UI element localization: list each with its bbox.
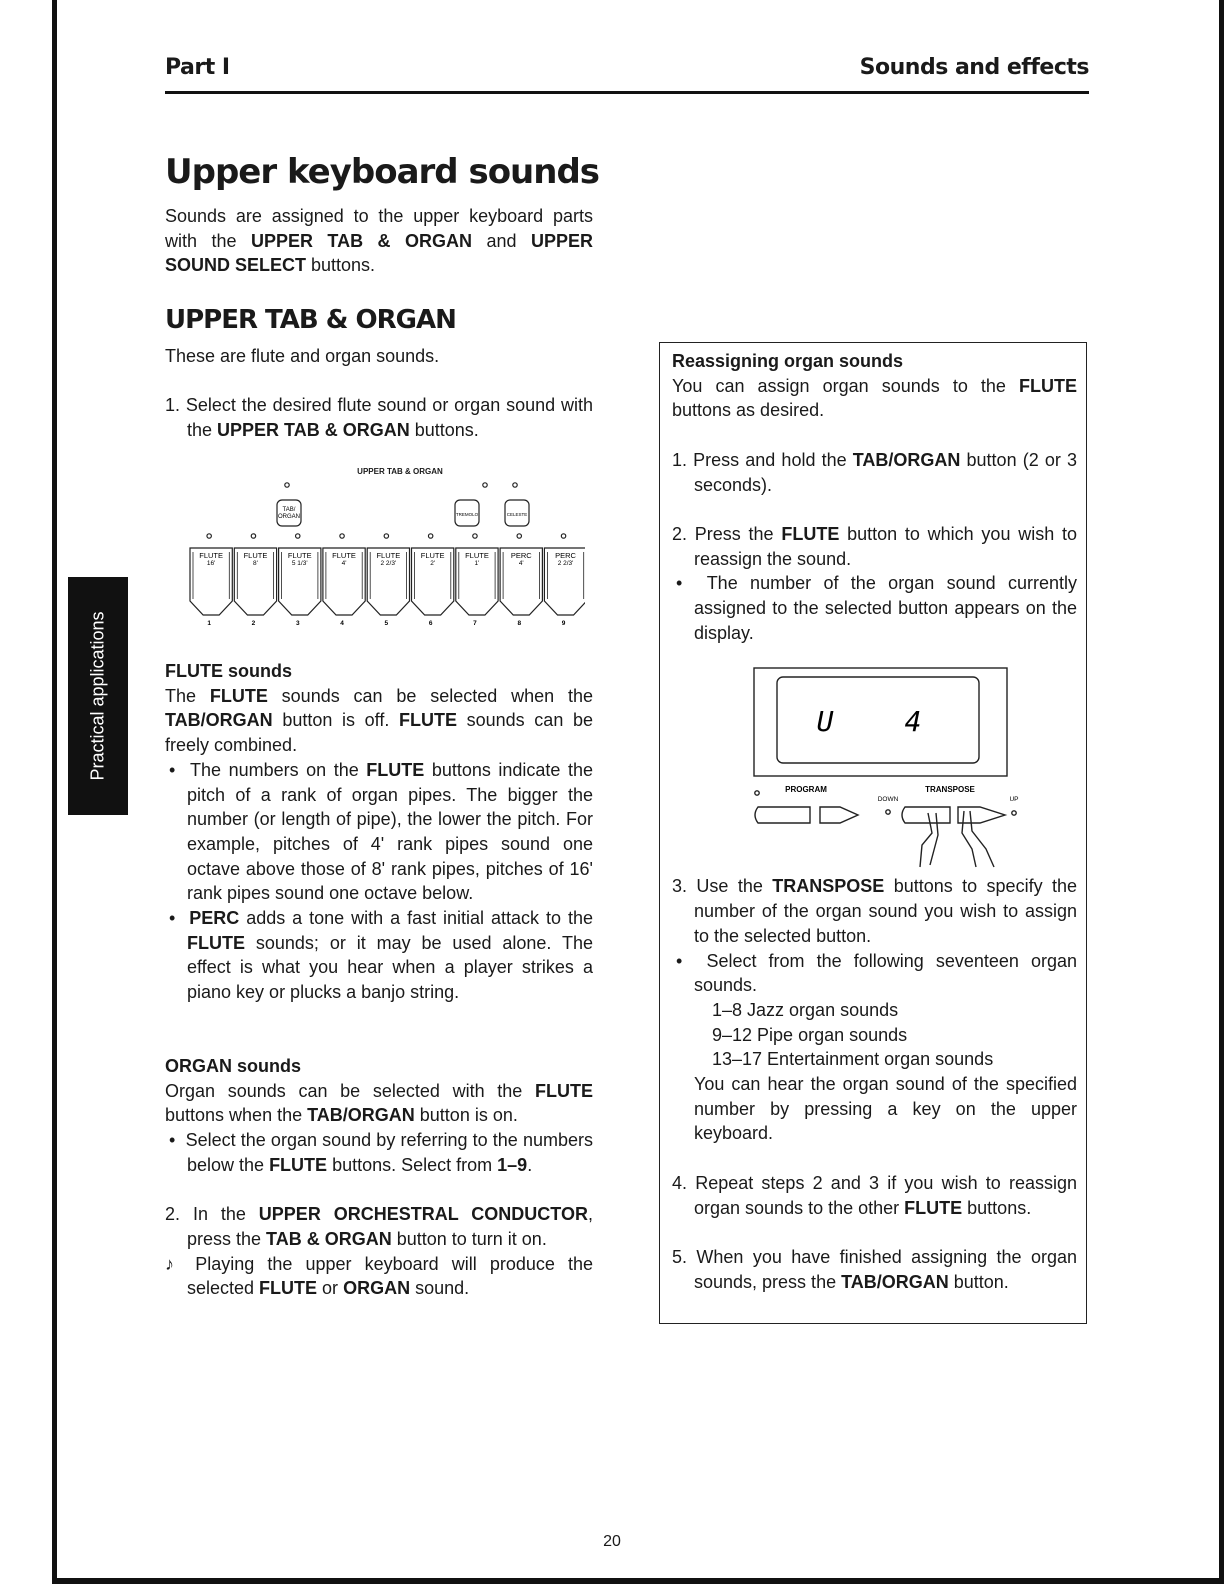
button-number-1: 1 xyxy=(207,620,211,627)
transpose-label: TRANSPOSE xyxy=(925,785,975,794)
button-name-1: FLUTE xyxy=(199,551,224,560)
box-step-3: 3. Use the TRANSPOSE buttons to specify the number of the organ sound you wish to assign to the selected button. xyxy=(672,876,1077,946)
button-pitch-7: 1' xyxy=(474,560,480,567)
flute-bullet-1: • The numbers on the FLUTE buttons indicate the pitch of a rank of organ pipes. The bigger the number (or length of pipe), the lower the pitch. For example, pitches of 4' rank pipes sound one octave above those of 8' rank pipes, pitches of 16' rank pipes sound one octave below. xyxy=(169,759,593,904)
lamp-tremolo xyxy=(483,483,487,487)
range-entertainment: 13–17 Entertainment organ sounds xyxy=(712,1049,994,1070)
finger-left-icon xyxy=(920,813,938,867)
button-pitch-6: 2' xyxy=(430,560,436,567)
box-step-2: 2. Press the FLUTE button to which you wish to reassign the sound. xyxy=(672,523,1077,569)
button-pitch-9: 2 2/3' xyxy=(557,560,574,567)
flute-section: FLUTE sounds The FLUTE sounds can be selected when the TAB/ORGAN button is off. FLUTE sounds can be freely combined. • The numbers on the FLUTE buttons indicate the pitch of a rank of organ pipes. The bigger the number (or length of pipe), the lower the pitch. For example, pitches of 4' rank pipes sound one octave above those of 8' rank pipes, pitches of 16' rank pipes sound one octave below. • PERC adds a tone with a fast initial attack to the FLUTE sounds; or it may be used alone. The effect is what you hear when a player strikes a piano key or plucks a banjo string. xyxy=(165,659,593,1005)
subtitle-intro: These are flute and organ sounds. 1. Select the desired flute sound or organ sound with the UPPER TAB & ORGAN buttons. xyxy=(165,344,593,443)
page-border-bottom xyxy=(52,1578,1224,1584)
keyboard-diagram-label: UPPER TAB & ORGAN xyxy=(357,467,443,476)
button-number-6: 6 xyxy=(428,620,433,627)
button-name-2: FLUTE xyxy=(243,551,268,560)
button-pitch-5: 2 2/3' xyxy=(380,560,397,567)
range-jazz: 1–8 Jazz organ sounds xyxy=(712,999,899,1020)
box-step-5: 5. When you have finished assigning the organ sounds, press the TAB/ORGAN button. xyxy=(672,1246,1077,1292)
lamp-8 xyxy=(517,534,521,538)
header-rule xyxy=(165,91,1089,94)
button-name-3: FLUTE xyxy=(287,551,312,560)
transpose-up-button[interactable] xyxy=(958,807,1005,823)
button-number-7: 7 xyxy=(473,620,477,627)
button-pitch-1: 16' xyxy=(206,560,216,567)
program-up-button[interactable] xyxy=(820,807,858,823)
lamp-3 xyxy=(296,534,300,538)
tab-organ-label: TAB/ ORGAN xyxy=(277,507,301,520)
page-title: Upper keyboard sounds xyxy=(165,152,600,192)
lamp-2 xyxy=(251,534,255,538)
display-diagram xyxy=(750,665,1040,875)
page-border-left xyxy=(52,0,57,1584)
step-2-note: ♪ Playing the upper keyboard will produce the selected FLUTE or ORGAN sound. xyxy=(165,1253,594,1299)
tremolo-label: TREMOLO xyxy=(455,512,479,517)
celeste-label: CELESTE xyxy=(506,512,528,517)
button-number-2: 2 xyxy=(251,620,256,627)
header-section: Sounds and effects xyxy=(859,55,1089,80)
lamp-5 xyxy=(384,534,388,538)
button-name-6: FLUTE xyxy=(420,551,445,560)
button-name-5: FLUTE xyxy=(376,551,401,560)
up-label: UP xyxy=(1009,796,1019,803)
button-name-7: FLUTE xyxy=(465,551,489,560)
keyboard-diagram xyxy=(185,478,585,628)
lamp-1 xyxy=(207,534,211,538)
button-number-9: 9 xyxy=(561,620,566,627)
button-name-4: FLUTE xyxy=(332,551,356,560)
step-1: 1. Select the desired flute sound or organ sound with the UPPER TAB & ORGAN buttons. xyxy=(165,395,593,441)
lamp-4 xyxy=(340,534,344,538)
lamp-9 xyxy=(561,534,565,538)
transpose-down-button[interactable] xyxy=(902,807,950,823)
display-right-digit: 4 xyxy=(904,705,922,738)
display-frame xyxy=(754,668,1007,776)
page-border-right xyxy=(1219,0,1224,1584)
range-pipe: 9–12 Pipe organ sounds xyxy=(712,1024,908,1045)
box-heading: Reassigning organ sounds xyxy=(672,351,904,371)
program-down-button[interactable] xyxy=(755,807,810,823)
display-left-digit: U xyxy=(816,705,834,738)
program-label: PROGRAM xyxy=(785,785,827,794)
reassign-box-content: Reassigning organ sounds You can assign organ sounds to the FLUTE buttons as desired. 1. Press and hold the TAB/ORGAN button (2 or 3 seconds). 2. Press the FLUTE button to which you wish to reassign the sound. • The number of the organ sound currently assigned to the selected button appears on the display. 3. Use the TRANSPOSE buttons to specify the number of the organ sound you wish to assign to the selected button. • Select from the following seventeen organ sounds. 1–8 Jazz organ sounds 9–12 Pipe organ sounds 13–17 Entertainment organ sounds You can hear the organ sound of the specified number by pressing a key on the upper keyboard. 4. Repeat steps 2 and 3 if you wish to reassign organ sounds to the other FLUTE buttons. 5. When you have finished assigning the organ sounds, press the TAB/ORGAN button. xyxy=(672,349,1077,1294)
button-number-5: 5 xyxy=(384,620,389,627)
button-number-8: 8 xyxy=(517,620,522,627)
up-lamp xyxy=(1012,811,1016,815)
lamp-7 xyxy=(473,534,477,538)
box-step-2-bullet: • The number of the organ sound currently assigned to the selected button appears on the display. xyxy=(676,573,1077,643)
organ-section: ORGAN sounds Organ sounds can be selected with the FLUTE buttons when the TAB/ORGAN button is on. • Select the organ sound by referring to the numbers below the FLUTE buttons. Select from 1–9. 2. In the UPPER ORCHESTRAL CONDUCTOR, press the TAB & ORGAN button to turn it on. ♪ Playing the upper keyboard will produce the selected FLUTE or ORGAN sound. xyxy=(165,1054,593,1301)
page-number: 20 xyxy=(603,1533,621,1550)
organ-heading: ORGAN sounds xyxy=(165,1056,302,1076)
down-lamp xyxy=(886,810,890,814)
down-label: DOWN xyxy=(877,796,899,803)
step-2: 2. In the UPPER ORCHESTRAL CONDUCTOR, press the TAB & ORGAN button to turn it on. xyxy=(165,1204,593,1249)
button-number-3: 3 xyxy=(295,620,300,627)
button-pitch-4: 4' xyxy=(341,560,347,567)
program-lamp xyxy=(755,791,759,795)
box-step-3-note: You can hear the organ sound of the specified number by pressing a key on the upper keyboard. xyxy=(694,1074,1077,1144)
box-step-4: 4. Repeat steps 2 and 3 if you wish to reassign organ sounds to the other FLUTE buttons. xyxy=(672,1172,1077,1218)
intro-paragraph: Sounds are assigned to the upper keyboard parts with the UPPER TAB & ORGAN and UPPER SOUND SELECT buttons. xyxy=(165,206,593,276)
organ-bullet-1: • Select the organ sound by referring to the numbers below the FLUTE buttons. Select from 1–9. xyxy=(169,1130,593,1175)
side-tab xyxy=(68,577,128,815)
button-number-4: 4 xyxy=(340,620,344,627)
section-subtitle: UPPER TAB & ORGAN xyxy=(165,305,456,335)
tab-organ-button[interactable] xyxy=(277,500,301,526)
lamp-6 xyxy=(428,534,432,538)
display-screen xyxy=(777,677,979,763)
button-pitch-8: 4' xyxy=(518,560,524,567)
lamp-celeste xyxy=(513,483,517,487)
flute-bullet-2: • PERC adds a tone with a fast initial attack to the FLUTE sounds; or it may be used alone. The effect is what you hear when a player strikes a piano key or plucks a banjo string. xyxy=(169,908,593,1003)
button-name-8: PERC xyxy=(510,551,532,560)
box-step-3-bullet: • Select from the following seventeen organ sounds. xyxy=(676,950,1077,996)
note-icon: ♪ xyxy=(165,1253,183,1274)
button-pitch-3: 5 1/3' xyxy=(291,560,308,567)
flute-heading: FLUTE sounds xyxy=(165,661,292,681)
side-tab-label: Practical applications xyxy=(87,611,108,781)
button-name-9: PERC xyxy=(555,551,576,560)
button-pitch-2: 8' xyxy=(253,560,258,567)
header-part: Part I xyxy=(165,55,230,80)
lamp-tab-organ xyxy=(285,483,289,487)
box-step-1: 1. Press and hold the TAB/ORGAN button (2 or 3 seconds). xyxy=(672,449,1077,495)
